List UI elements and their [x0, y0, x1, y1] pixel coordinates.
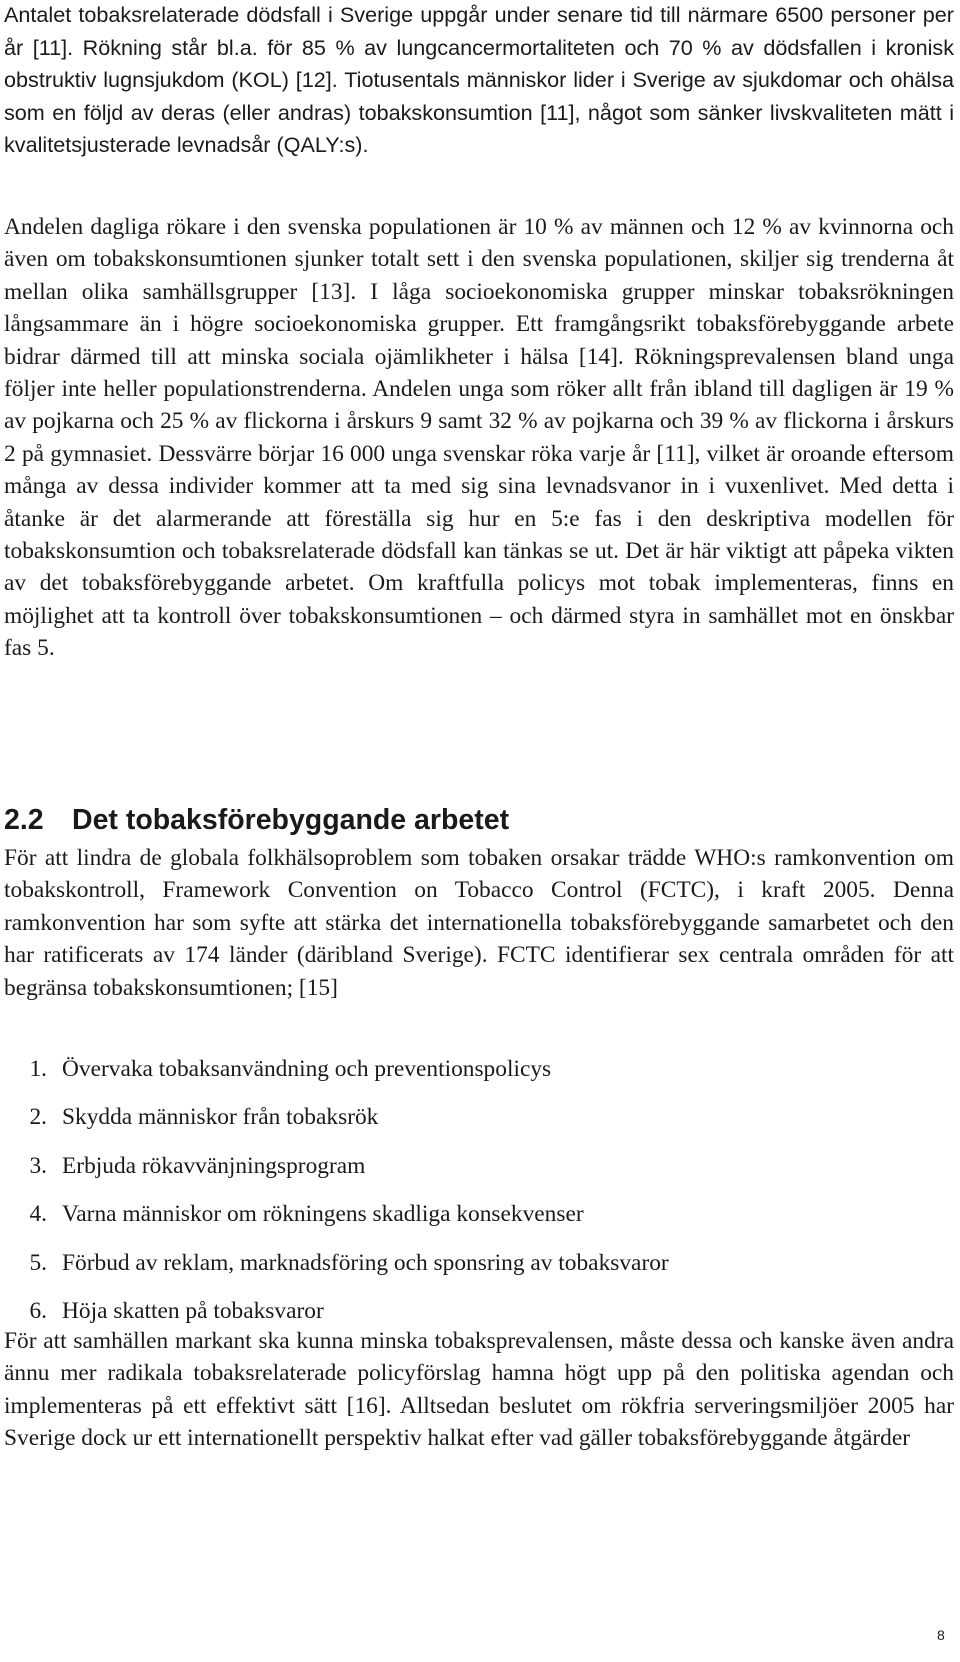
section-heading [4, 802, 509, 838]
list-item: 1. Övervaka tobaksanvändning och preventionspolicys [29, 1056, 552, 1082]
paragraph-mortality: Antalet tobaksrelaterade dödsfall i Sverige uppgår under senare tid till närmare 6500 personer per år [11]. Rökning står bl.a. för 85 % av lungcancermortaliteten och 70 % av dödsfallen i kronisk obstruktiv lugnsjukdom (KOL) [12]. Tiotusentals människor lider i Sverige av sjukdomar och ohälsa som en följd av deras (eller andras) tobakskonsumtion [11], något som sänker livskvaliteten mätt i kvalitetsjusterade levnadsår (QALY:s). [4, 2, 954, 158]
fctc-areas-list [4, 1053, 669, 1343]
section-number: 2.2 [4, 804, 44, 836]
paragraph-fctc: För att lindra de globala folkhälsoproblem som tobaken orsakar trädde WHO:s ramkonvention om tobakskontroll, Framework Convention on Tobacco Control (FCTC), i kraft 2005. Denna ramkonvention har som syfte att stärka det internationella tobaksförebyggande samarbetet och den har ratificerats av 174 länder (däribland Sverige). FCTC identifierar sex centrala områden för att begränsa tobakskonsumtionen; [15] [4, 845, 954, 1001]
page-number: 8 [937, 1627, 945, 1643]
list-item: 3. Erbjuda rökavvänjningsprogram [29, 1152, 366, 1179]
paragraph-smoking-prevalence: Andelen dagliga rökare i den svenska populationen är 10 % av männen och 12 % av kvinnorna och även om tobakskonsumtionen sjunker totalt sett i den svenska populationen, skiljer sig trenderna åt mellan olika samhällsgrupper [13]. I låga socioekonomiska grupper minskar tobaksrökningen långsammare än i högre socioekonomiska grupper. Ett framgångsrikt tobaksförebyggande arbete bidrar därmed till att minska sociala ojämlikheter i hälsa [14]. Rökningsprevalensen bland unga följer inte heller populationstrenderna. Andelen unga som röker allt från ibland till dagligen är 19 % av pojkarna och 25 % av flickorna i årskurs 9 samt 32 % av pojkarna och 39 % av flickorna i årskurs 2 på gymnasiet. Dessvärre börjar 16 000 unga svenskar röka varje år [11], vilket är oroande eftersom många av dessa individer kommer att ta med sig sina levnadsvanor in i vuxenlivet. Med detta i åtanke är det alarmerande att föreställa sig hur en 5:e fas i den deskriptiva modellen för tobakskonsumtion och tobaksrelaterade dödsfall kan tänkas se ut. Det är här viktigt att påpeka vikten av det tobaksförebyggande arbetet. Om kraftfulla policys mot tobak implementeras, finns en möjlighet att ta kontroll över tobakskonsumtionen – och därmed styra in samhället mot en önskbar fas 5. [4, 214, 954, 662]
paragraph-policy: För att samhällen markant ska kunna minska tobaksprevalensen, måste dessa och kanske även andra ännu mer radikala tobaksrelaterade policyförslag hamna högt upp på den politiska agendan och implementeras på ett effektivt sätt [16]. Alltsedan beslutet om rökfria serveringsmiljöer 2005 har Sverige dock ur ett internationellt perspektiv halkat efter vad gäller tobaksförebyggande åtgärder [4, 1328, 954, 1452]
list-item: 6. Höja skatten på tobaksvaror [29, 1297, 324, 1324]
list-item: 2. Skydda människor från tobaksrök [29, 1104, 379, 1131]
list-item: 5. Förbud av reklam, marknadsföring och sponsring av tobaksvaror [29, 1249, 669, 1276]
section-title: Det tobaksförebyggande arbetet [72, 804, 510, 836]
list-item: 4. Varna människor om rökningens skadliga konsekvenser [29, 1201, 584, 1228]
